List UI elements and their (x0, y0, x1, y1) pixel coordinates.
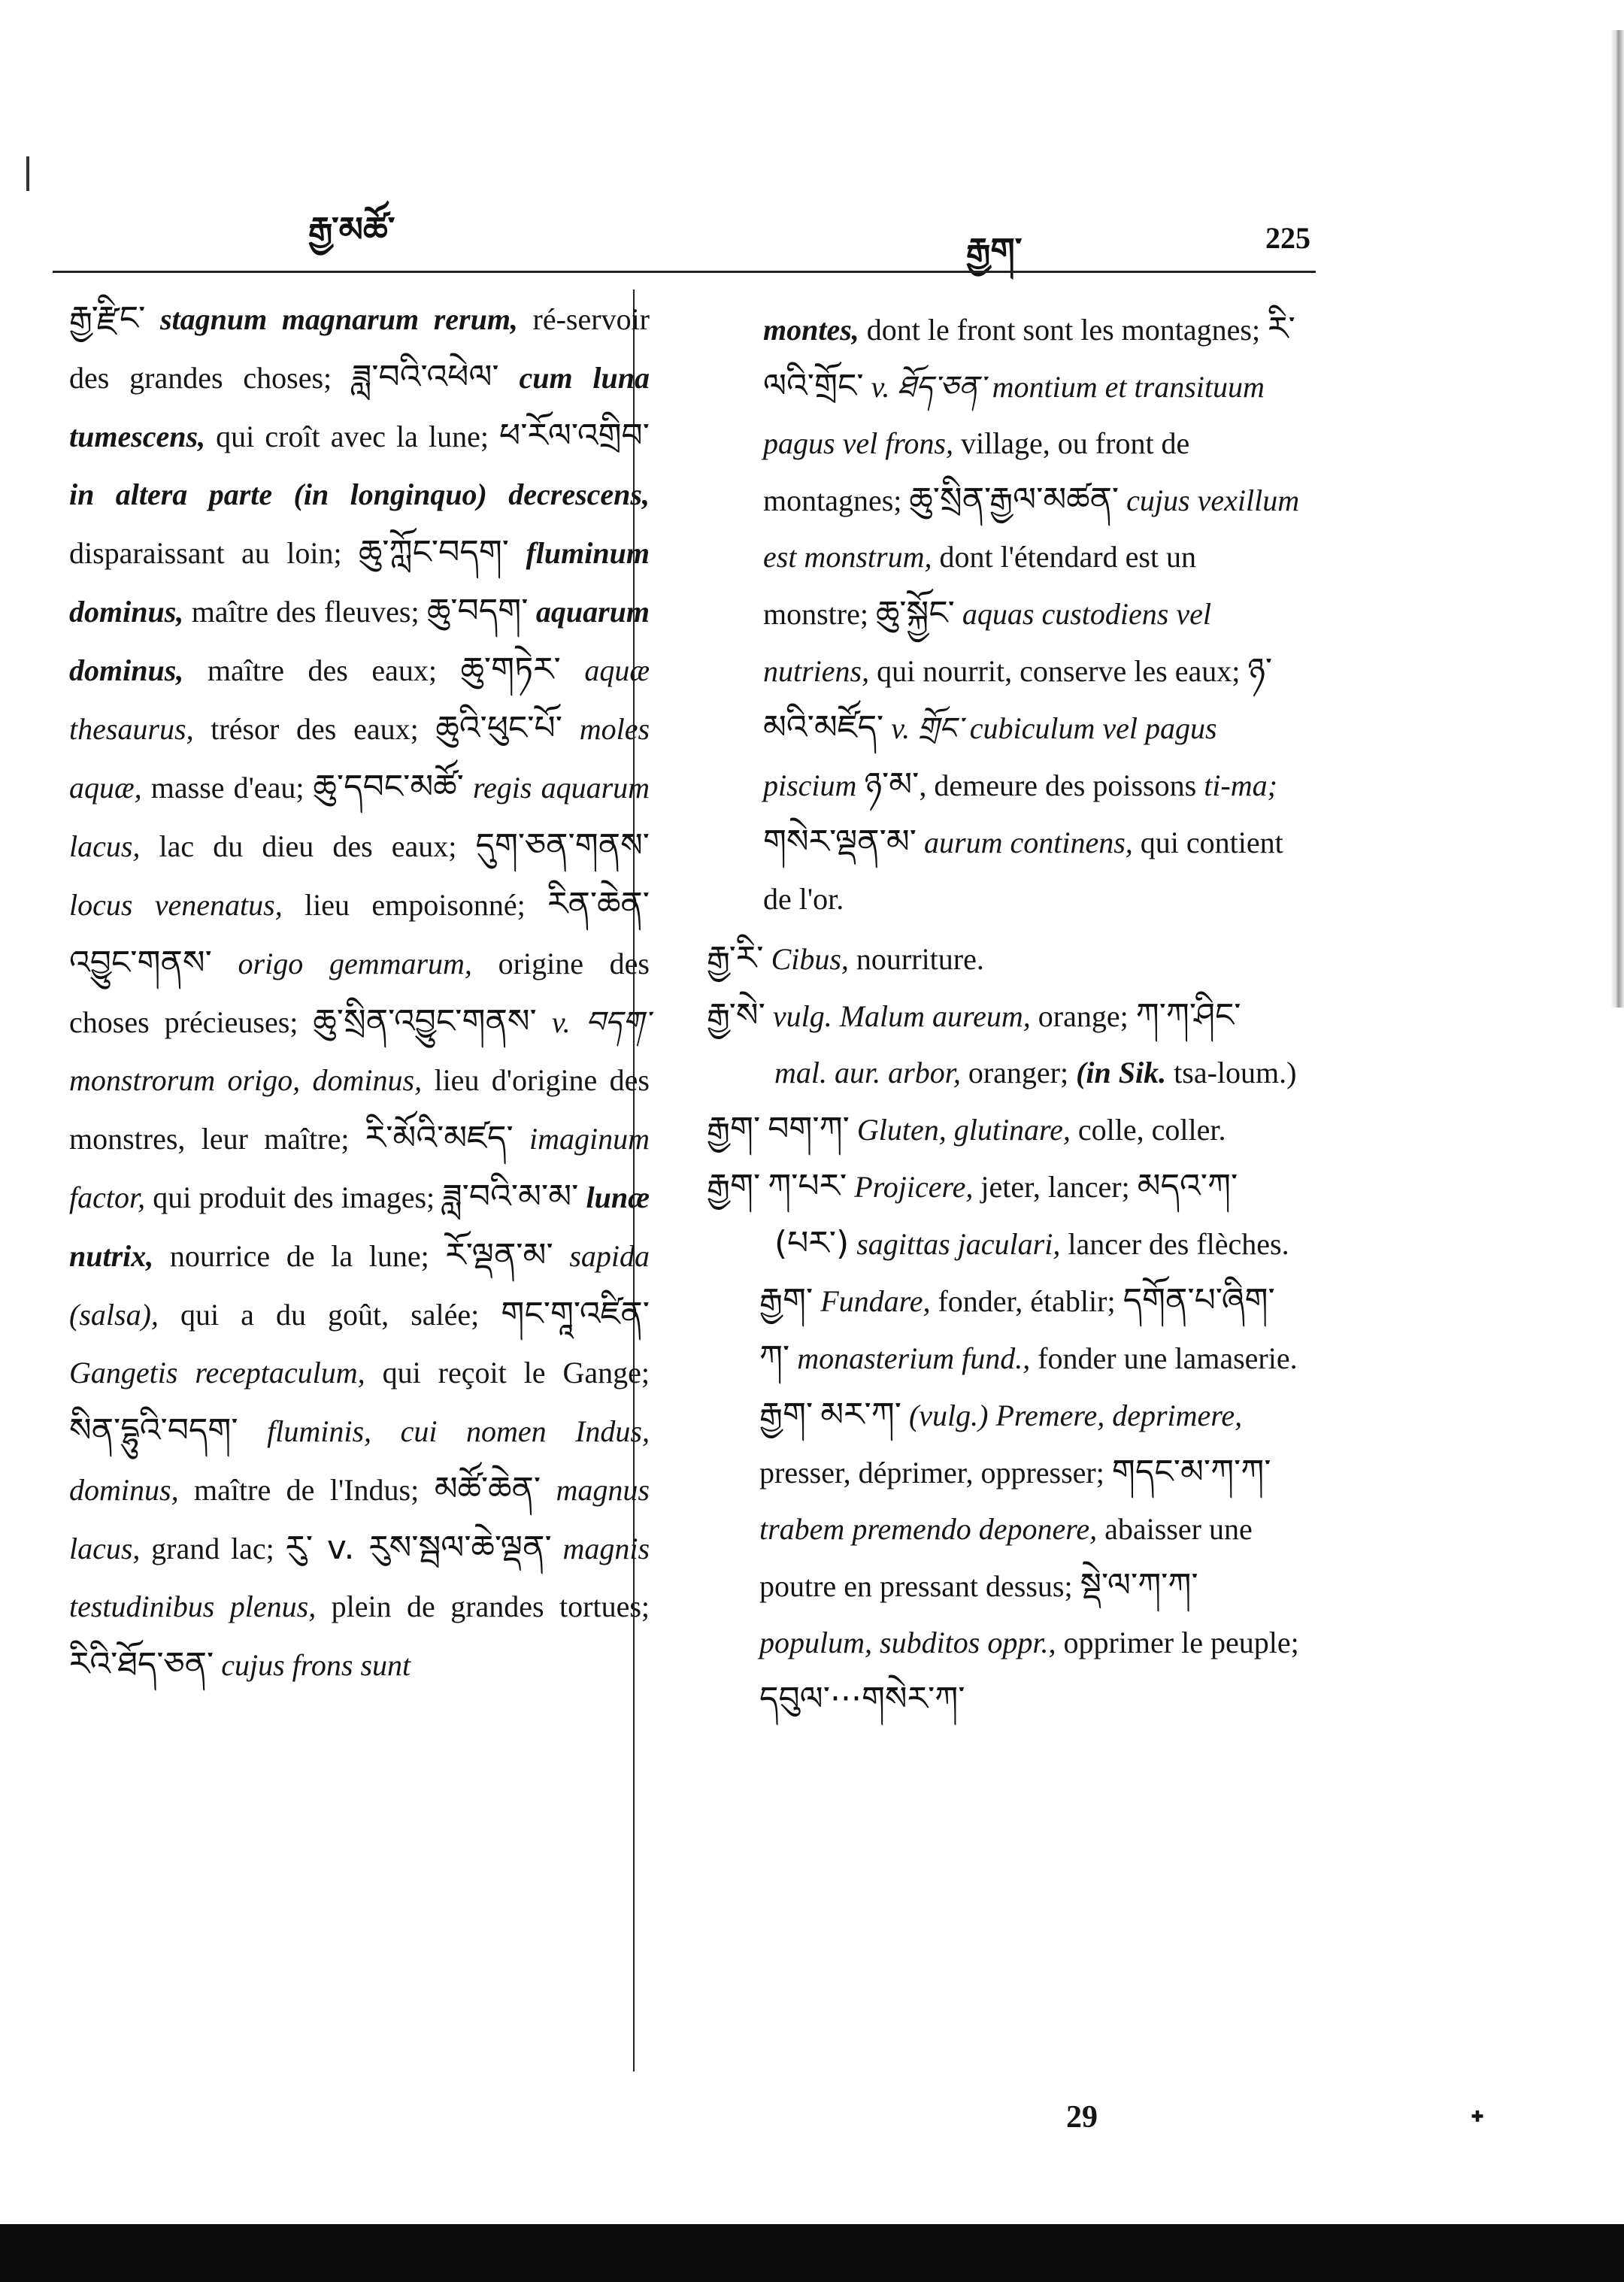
latin-gloss: stagnum magnarum rerum, (159, 302, 518, 336)
latin-gloss: sagittas jaculari, (856, 1227, 1061, 1261)
latin-gloss: in altera parte (in longinquo) decrescens, (69, 477, 650, 511)
tibetan-term: རིན་ཆེན་འབྱུང་གནས་ (69, 885, 650, 982)
entry-headword: རྒྱ་སེ་ (707, 996, 765, 1035)
left-column (69, 289, 650, 1694)
french-gloss: fonder, établir; (930, 1284, 1116, 1318)
left-running-head: རྒྱ་མཚོ་ (308, 209, 395, 250)
entry-fundare (707, 1272, 1301, 1386)
header-rule (53, 271, 1316, 273)
french-gloss: maître des eaux; (183, 653, 438, 687)
tibetan-term: ཕ་རོལ་འགྲིབ་ (499, 417, 650, 455)
french-gloss: qui reçoit le Gange; (365, 1356, 650, 1390)
french-gloss: lieu d'origine des monstres, leur maître; (69, 1063, 650, 1156)
french-gloss: trésor des eaux; (193, 712, 419, 746)
tibetan-term: མར་ཀ་ (820, 1396, 901, 1434)
tibetan-term: ཆུ་གཏེར་ (460, 650, 561, 689)
latin-gloss: imaginum factor, (69, 1122, 650, 1214)
latin-gloss: regis aquarum lacus, (69, 771, 650, 863)
right-continuation (707, 301, 1301, 927)
tibetan-term: ཉ་མ་ (864, 765, 920, 804)
latin-gloss: Fundare, (820, 1284, 931, 1318)
tibetan-term: རི་མོའི་མཛད་ (365, 1119, 514, 1157)
tibetan-term: ཆུ་སྲིན་རྒྱལ་མཚན་ (909, 480, 1120, 519)
right-column (707, 301, 1301, 1728)
french-gloss: origine des choses précieuses; (69, 947, 650, 1039)
tibetan-term: ཉ་མའི་མཛོད་ (763, 651, 1273, 747)
tibetan-term: བག་ཀ་ (768, 1110, 850, 1148)
latin-gloss: cum luna tumescens, (69, 361, 650, 453)
latin-gloss: aquæ thesaurus, (69, 653, 650, 746)
entry-headword: རྒྱག་ (759, 1396, 814, 1434)
tibetan-term: གསེར་ལྡན་མ་ (763, 823, 917, 861)
french-gloss: nourriture. (848, 942, 984, 976)
latin-gloss: fluminum dominus, (69, 536, 650, 629)
latin-gloss: mal. aur. arbor, (774, 1056, 961, 1089)
tibetan-term: དགོན་པ་ཞིག་ཀ་ (759, 1281, 1275, 1377)
french-gloss: qui produit des images; (145, 1180, 435, 1214)
tibetan-term: ཀ་པར་ (768, 1167, 847, 1205)
entry-gluten (707, 1101, 1301, 1158)
french-gloss: tsa-loum.) (1166, 1056, 1297, 1089)
latin-gloss: fluminis, cui nomen Indus, dominus, (69, 1414, 650, 1507)
entry-headword: རྒྱ་རི་ (707, 939, 764, 977)
tibetan-term: མཚོ་ཆེན་ (434, 1470, 541, 1508)
french-gloss: grand lac; (140, 1532, 274, 1565)
french-gloss: colle, coller. (1070, 1113, 1226, 1147)
entry-headword: རྒྱག་ (707, 1110, 761, 1148)
french-gloss: lancer des flèches. (1060, 1227, 1289, 1261)
latin-gloss: origo gemmarum, (238, 947, 472, 980)
latin-gloss: (in Sik. (1076, 1056, 1167, 1089)
tibetan-term: དུག་ཅན་གནས་ (475, 826, 650, 865)
french-gloss: opprimer le peuple; (1056, 1626, 1299, 1659)
french-gloss: dont l'étendard est un monstre; (763, 540, 1197, 631)
french-gloss: maître des fleuves; (183, 595, 420, 629)
latin-gloss: ti-ma; (1204, 768, 1277, 802)
tibetan-term: རྒྱ་རྫིང་ (69, 299, 146, 338)
french-gloss: lieu empoisonné; (282, 888, 526, 922)
entry-projicere (707, 1158, 1301, 1272)
tibetan-term: རིའི་ཐོད་ཅན་ (69, 1645, 214, 1683)
tibetan-term: དབུལ་···གསེར་ཀ་ (759, 1680, 965, 1718)
margin-mark (26, 156, 29, 191)
right-running-head: རྒྱག་ (966, 230, 1023, 271)
latin-gloss: lunæ nutrix, (69, 1180, 650, 1273)
tibetan-term: རོ་ལྡན་མ་ (445, 1236, 553, 1274)
french-gloss: village, ou front de montagnes; (763, 426, 1190, 517)
latin-gloss: cujus vexillum est monstrum, (763, 483, 1300, 574)
french-gloss: qui nourrit, conserve les eaux; (869, 654, 1241, 688)
entry-premere (707, 1386, 1301, 1728)
tibetan-term: ཆུ་བདག་ (426, 592, 529, 630)
tibetan-term: ཆུ་སྐྱོང་ (875, 594, 955, 632)
tibetan-term: ཆུ་དབང་མཚོ་ (313, 768, 464, 806)
french-gloss: disparaissant au loin; (69, 536, 342, 570)
scan-border (0, 2224, 1624, 2282)
tibetan-term: རི་ལའི་གྲོང་ (763, 310, 1295, 405)
entry-headword: རྒྱག་ (759, 1281, 814, 1320)
latin-gloss: Gluten, glutinare, (856, 1113, 1071, 1147)
latin-gloss: vulg. Malum aureum, (772, 999, 1031, 1033)
tibetan-term: ཆུའི་ཕུང་པོ་ (435, 709, 562, 747)
french-gloss: qui contient de l'or. (763, 826, 1283, 916)
tibetan-term: ཟླ་བའི་མ་མ་ (442, 1177, 579, 1216)
latin-gloss: v. བདག་ monstrorum origo, dominus, (69, 1005, 650, 1097)
page-edge (1610, 30, 1624, 1008)
latin-gloss: monasterium fund., (797, 1341, 1031, 1375)
tibetan-term: ཆུ་ཀློང་བདག་ (358, 533, 510, 571)
french-gloss: fonder une lamaserie. (1030, 1341, 1298, 1375)
latin-gloss: locus venenatus, (69, 888, 283, 922)
latin-gloss: v. གྲོང་ cubiculum vel pagus piscium (763, 711, 1217, 802)
tibetan-term: སྡེ་ལ་ཀ་ཀ་ (1080, 1566, 1198, 1605)
tibetan-term: ཆུ་སྲིན་འབྱུང་གནས་ (313, 1002, 537, 1041)
corner-mark: ᐩ (1470, 2102, 1485, 2144)
latin-gloss: Gangetis receptaculum, (69, 1356, 365, 1390)
french-gloss: nourrice de la lune; (153, 1239, 429, 1273)
french-gloss: dont le front sont les montagnes; (859, 313, 1261, 347)
latin-gloss: moles aquæ, (69, 712, 650, 805)
tibetan-term: རུ་ v. རུས་སྦལ་ཆེ་ལྡན་ (285, 1529, 552, 1567)
french-gloss: jeter, lancer; (973, 1170, 1130, 1204)
tibetan-term: གང་གཱ་འཛིན་ (501, 1295, 650, 1333)
latin-gloss: cujus frons sunt (221, 1648, 411, 1682)
entry-malum-aureum (707, 987, 1301, 1101)
latin-gloss: Projicere, (854, 1170, 974, 1204)
latin-gloss: sapida (salsa), (69, 1239, 650, 1332)
latin-gloss: aquarum dominus, (69, 595, 650, 687)
latin-gloss: aurum continens, (924, 826, 1133, 859)
french-gloss: plein de grandes tortues; (316, 1590, 650, 1623)
latin-gloss: v. ཐོད་ཅན་ montium et transituum pagus vel frons, (763, 370, 1265, 460)
latin-gloss: trabem premendo deponere, (759, 1512, 1098, 1546)
french-gloss: qui a du goût, salée; (158, 1298, 480, 1332)
latin-gloss: magnis testudinibus plenus, (69, 1532, 650, 1623)
french-gloss: oranger; (960, 1056, 1069, 1089)
french-gloss: qui croît avec la lune; (205, 420, 489, 453)
entry-headword: རྒྱག་ (707, 1167, 761, 1205)
french-gloss: orange; (1030, 999, 1129, 1033)
french-gloss: ré-servoir des grandes choses; (69, 302, 650, 395)
left-paragraph-1 (69, 289, 650, 1694)
tibetan-term: ཟླ་བའི་འཕེལ་ (351, 358, 499, 396)
page-number: 225 (1265, 221, 1310, 255)
tibetan-term: ཀ་ཀ་ཤིང་ (1135, 996, 1241, 1035)
latin-gloss: aquas custodiens vel nutriens, (763, 597, 1211, 688)
french-gloss: lac du dieu des eaux; (140, 829, 457, 863)
french-gloss: , demeure des poissons (919, 768, 1197, 802)
latin-gloss: magnus lacus, (69, 1473, 650, 1565)
signature-mark: 29 (1066, 2100, 1098, 2135)
french-gloss: maître de l'Indus; (178, 1473, 420, 1507)
latin-gloss: montes, (763, 313, 859, 347)
french-gloss: masse d'eau; (141, 771, 304, 805)
tibetan-term: གདང་མ་ཀ་ཀ་ (1111, 1453, 1271, 1491)
latin-gloss: (vulg.) Premere, deprimere, (908, 1399, 1243, 1432)
latin-gloss: populum, subditos oppr., (759, 1626, 1056, 1659)
tibetan-term: མདའ་ཀ་(པར་) (774, 1167, 1238, 1262)
latin-gloss: Cibus, (771, 942, 849, 976)
tibetan-term: སིན་དྷུའི་བདག་ (69, 1411, 238, 1450)
entry-cibus (707, 930, 1301, 987)
french-gloss: presser, déprimer, oppresser; (759, 1456, 1104, 1490)
french-gloss: abaisser une poutre en pressant dessus; (759, 1512, 1253, 1603)
